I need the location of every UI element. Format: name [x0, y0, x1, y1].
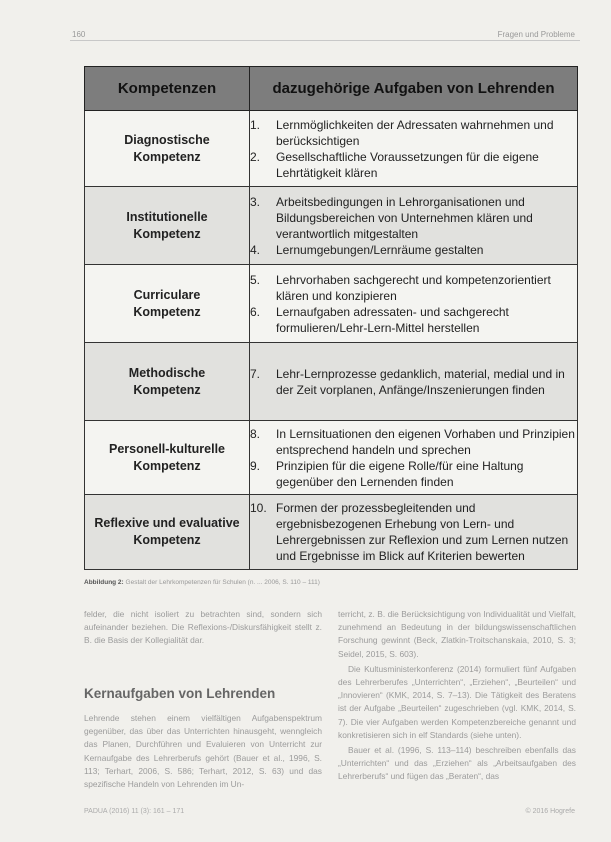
section-title: Fragen und Probleme [497, 30, 575, 39]
task-list [250, 421, 578, 495]
figure-caption [84, 579, 320, 586]
section-heading: Kernaufgaben von Lehrenden [84, 686, 276, 701]
task-item: 9. Prinzipien für die eigene Rolle/für eine Haltung gegenüber den Lernenden finden [250, 458, 524, 489]
competence-name: Curriculare Kompetenz [85, 265, 250, 343]
column-header-tasks: dazugehörige Aufgaben von Lehrenden [250, 67, 578, 111]
task-list [250, 495, 578, 570]
task-list [250, 111, 578, 187]
table-row [85, 265, 578, 343]
page-number: 160 [72, 30, 86, 39]
table-row [85, 495, 578, 570]
table-row [85, 343, 578, 421]
footer-publisher: © 2016 Hogrefe [525, 808, 575, 815]
task-item: 4. Lernumgebungen/Lernräume gestalten [250, 242, 484, 257]
competence-name: Reflexive und evaluative Kompetenz [85, 495, 250, 570]
footer-citation: PADUA (2016) 11 (3): 161 – 171 [84, 808, 185, 815]
caption-label: Abbildung 2: [84, 579, 124, 586]
task-list [250, 265, 578, 343]
task-item: 3. Arbeitsbedingungen in Lehrorganisationen und Bildungsbereichen von Unternehmen klären und verantwortlich mitgestalten [250, 194, 533, 241]
caption-text: Gestalt der Lehrkompetenzen für Schulen (n. ... 2006, S. 110 – 111) [125, 579, 320, 586]
task-item: 1. Lernmöglichkeiten der Adressaten wahrnehmen und berücksichtigen [250, 117, 554, 148]
table-header-row [85, 67, 578, 111]
left-column-top [84, 608, 322, 650]
task-item: 5. Lehrvorhaben sachgerecht und kompetenzorientiert klären und konzipieren [250, 272, 551, 303]
table-row [85, 187, 578, 265]
competence-name: Methodische Kompetenz [85, 343, 250, 421]
task-item: 8. In Lernsituationen den eigenen Vorhaben und Prinzipien entsprechend handeln und sprechen [250, 426, 575, 457]
body-paragraph: felder, die nicht isoliert zu betrachten sind, sondern sich aufeinander beziehen. Die Reflexions-/Diskursfähigkeit stellt z. B. die Basis der Kollegialität dar. [84, 609, 322, 646]
competence-name: Personell-kulturelle Kompetenz [85, 421, 250, 495]
task-item: 7. Lehr-Lernprozesse gedanklich, material, medial und in der Zeit vorplanen, Anfänge/Inszenierungen finden [250, 366, 565, 397]
task-item: 6. Lernaufgaben adressaten- und sachgerecht formulieren/Lehr-Lern-Mittel herstellen [250, 304, 509, 335]
competence-name: Institutionelle Kompetenz [85, 187, 250, 265]
body-paragraph: Lehrende stehen einem vielfältigen Aufgabenspektrum gegenüber, das über das Unterrichten hinausgeht, wenngleich das Planen, Durchführen und Evaluieren von Unterricht zur Kernaufgabe des Lehrerberufs gehört (Bauer et al., 1996, S. 113; Terhart, 2006, S. 586; Terhart, 2012, S. 63) und das spezifische Handeln von Lehrenden im Un- [84, 713, 322, 790]
body-paragraph: Bauer et al. (1996, S. 113–114) beschreiben ebenfalls das „Unterrichten“ und das „Erziehen“ als „Arbeitsaufgaben des Lehrerberufs“ und fügen das „Beraten“, das [338, 745, 576, 782]
body-paragraph: terricht, z. B. die Berücksichtigung von Individualität und Vielfalt, zunehmend an Bedeutung in der bildungswissenschaftlichen Forschung gewinnt (Beck, Zlatkin-Troitschanskaia, 2010, S. 3; Seidel, 2015, S. 603). [338, 609, 576, 659]
task-list [250, 343, 578, 421]
competence-table [84, 66, 578, 570]
table-row [85, 421, 578, 495]
left-column-bottom [84, 712, 322, 793]
column-header-competences: Kompetenzen [85, 67, 250, 111]
right-column [338, 608, 576, 786]
competence-name: Diagnostische Kompetenz [85, 111, 250, 187]
task-item: 10. Formen der prozessbegleitenden und ergebnisbezogenen Erhebung von Lern- und Lehrergebnissen zur Reflexion und zum Lernen nutzen und Ergebnisse im Blick auf Kriterien bewerten [250, 501, 569, 563]
task-item: 2. Gesellschaftliche Voraussetzungen für die eigene Lehrtätigkeit klären [250, 149, 539, 180]
task-list [250, 187, 578, 265]
body-paragraph: Die Kultusministerkonferenz (2014) formuliert fünf Aufgaben des Lehrerberufes „Unterrichten“, „Erziehen“, „Beurteilen“ und „Innovieren“ (KMK, 2014, S. 7–13). Die Tätigkeit des Beratens ist der Aufgabe „Beurteilen“ zugeschrieben (vgl. KMK, 2014, S. 7). Die vier Aufgaben werden Kompetenzbereiche genannt und konkretisieren sich in elf Standards (siehe unten). [338, 663, 576, 740]
table-row [85, 111, 578, 187]
header-rule [70, 40, 580, 41]
